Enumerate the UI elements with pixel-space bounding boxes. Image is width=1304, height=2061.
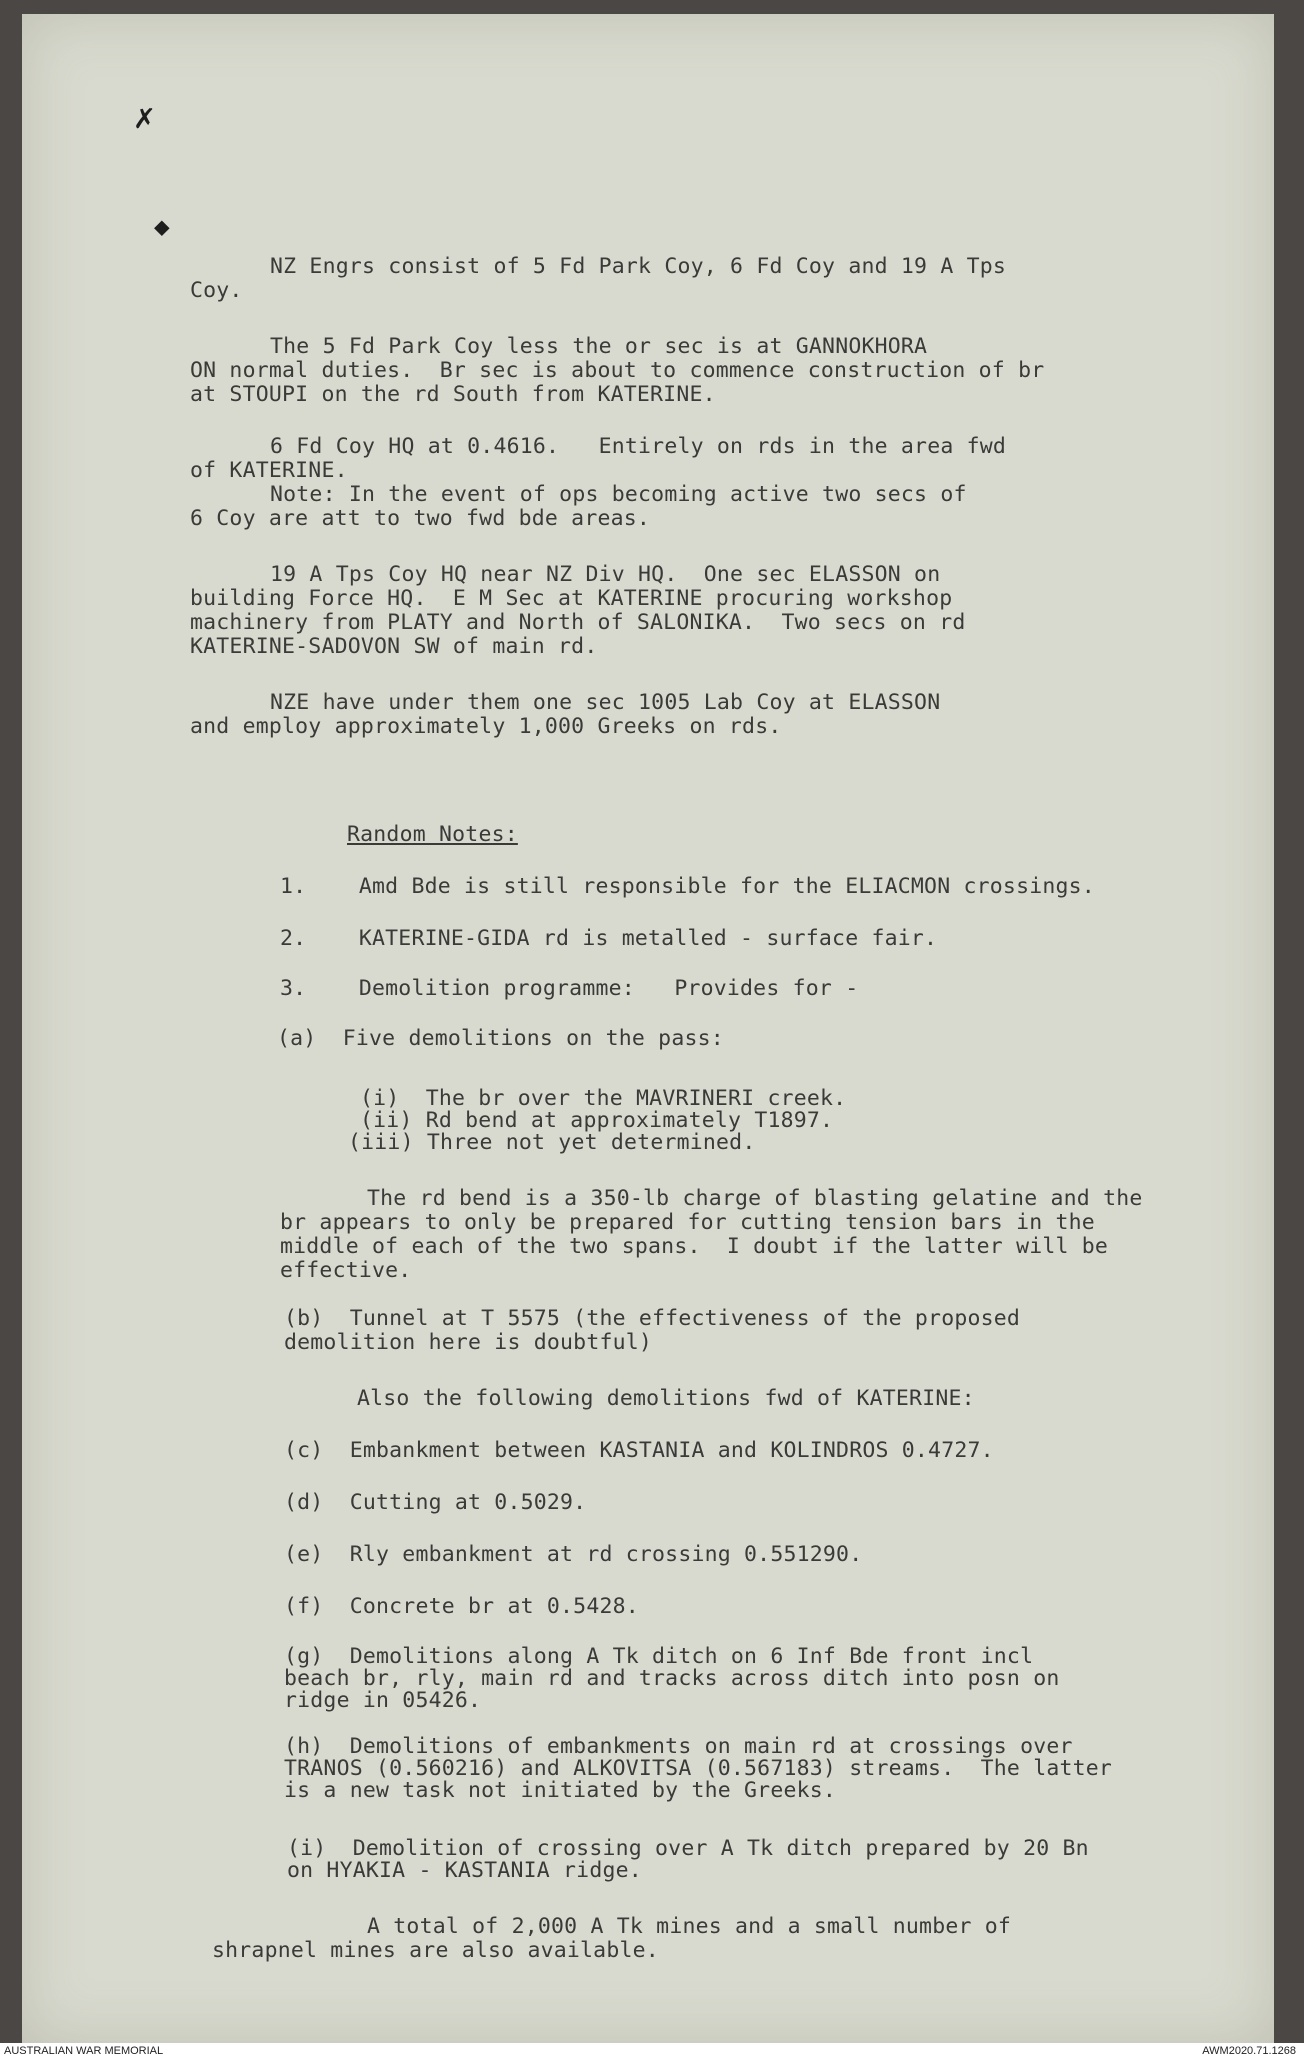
list-item: (c) Embankment between KASTANIA and KOLINDROS 0.4727. [284, 1438, 994, 1463]
paragraph-line: KATERINE-SADOVON SW of main rd. [190, 634, 598, 659]
paragraph-line: 19 A Tps Coy HQ near NZ Div HQ. One sec ELASSON on [270, 562, 941, 587]
list-item: (e) Rly embankment at rd crossing 0.551290. [284, 1542, 863, 1567]
paragraph-line: ON normal duties. Br sec is about to commence construction of br [190, 358, 1045, 383]
paragraph-line: NZ Engrs consist of 5 Fd Park Coy, 6 Fd Coy and 19 A Tps [270, 254, 1007, 279]
paragraph-line: Also the following demolitions fwd of KATERINE: [357, 1386, 975, 1411]
list-item: is a new task not initiated by the Greeks. [284, 1778, 837, 1803]
list-item: (g) Demolitions along A Tk ditch on 6 Inf Bde front incl [284, 1644, 1034, 1669]
sub-item: (iii) Three not yet determined. [348, 1130, 756, 1155]
paragraph-line: Note: In the event of ops becoming active two secs of [270, 482, 967, 507]
note-item: 2. KATERINE-GIDA rd is metalled - surface fair. [280, 926, 938, 951]
list-item: ridge in 05426. [284, 1688, 482, 1713]
sub-item: (ii) Rd bend at approximately T1897. [360, 1108, 834, 1133]
paragraph-line: 6 Coy are att to two fwd bde areas. [190, 506, 651, 531]
paragraph-line: NZE have under them one sec 1005 Lab Coy at ELASSON [270, 690, 941, 715]
list-item: (h) Demolitions of embankments on main rd at crossings over [284, 1734, 1073, 1759]
ink-mark: ◆ [154, 212, 170, 242]
section-heading: Random Notes: [347, 822, 518, 847]
ink-mark: ✗ [134, 97, 155, 137]
paragraph-line: A total of 2,000 A Tk mines and a small number of [367, 1914, 1012, 1939]
paragraph-line: 6 Fd Coy HQ at 0.4616. Entirely on rds in the area fwd [270, 434, 1007, 459]
sub-item: (i) The br over the MAVRINERI creek. [360, 1086, 847, 1111]
paragraph-line: and employ approximately 1,000 Greeks on rds. [190, 714, 782, 739]
list-item: TRANOS (0.560216) and ALKOVITSA (0.567183) streams. The latter [284, 1756, 1113, 1781]
paragraph-line: Coy. [190, 278, 243, 303]
archive-footer [0, 2043, 1304, 2061]
archive-name: AUSTRALIAN WAR MEMORIAL [4, 2045, 164, 2057]
paragraph-line: br appears to only be prepared for cutting tension bars in the [280, 1210, 1095, 1235]
paragraph-line: middle of each of the two spans. I doubt if the latter will be [280, 1234, 1109, 1259]
note-item: 1. Amd Bde is still responsible for the ELIACMON crossings. [280, 874, 1095, 899]
list-item: (i) Demolition of crossing over A Tk ditch prepared by 20 Bn [287, 1836, 1089, 1861]
paragraph-line: shrapnel mines are also available. [212, 1938, 659, 1963]
paragraph-line: machinery from PLATY and North of SALONIKA. Two secs on rd [190, 610, 966, 635]
paragraph-line: The 5 Fd Park Coy less the or sec is at GANNOKHORA [270, 334, 928, 359]
note-item: 3. Demolition programme: Provides for - [280, 976, 859, 1001]
paragraph-line: The rd bend is a 350-lb charge of blasting gelatine and the [367, 1186, 1143, 1211]
list-item: on HYAKIA - KASTANIA ridge. [287, 1858, 642, 1883]
typed-page [22, 14, 1274, 2044]
list-item: (d) Cutting at 0.5029. [284, 1490, 587, 1515]
paragraph-line: at STOUPI on the rd South from KATERINE. [190, 382, 716, 407]
list-item: (a) Five demolitions on the pass: [277, 1026, 724, 1051]
list-item: demolition here is doubtful) [284, 1330, 653, 1355]
archive-reference: AWM2020.71.1268 [1202, 2045, 1296, 2057]
list-item: (b) Tunnel at T 5575 (the effectiveness of the proposed [284, 1306, 1021, 1331]
list-item: (f) Concrete br at 0.5428. [284, 1594, 639, 1619]
paragraph-line: of KATERINE. [190, 458, 348, 483]
list-item: beach br, rly, main rd and tracks across ditch into posn on [284, 1666, 1060, 1691]
paragraph-line: building Force HQ. E M Sec at KATERINE procuring workshop [190, 586, 953, 611]
paragraph-line: effective. [280, 1258, 412, 1283]
